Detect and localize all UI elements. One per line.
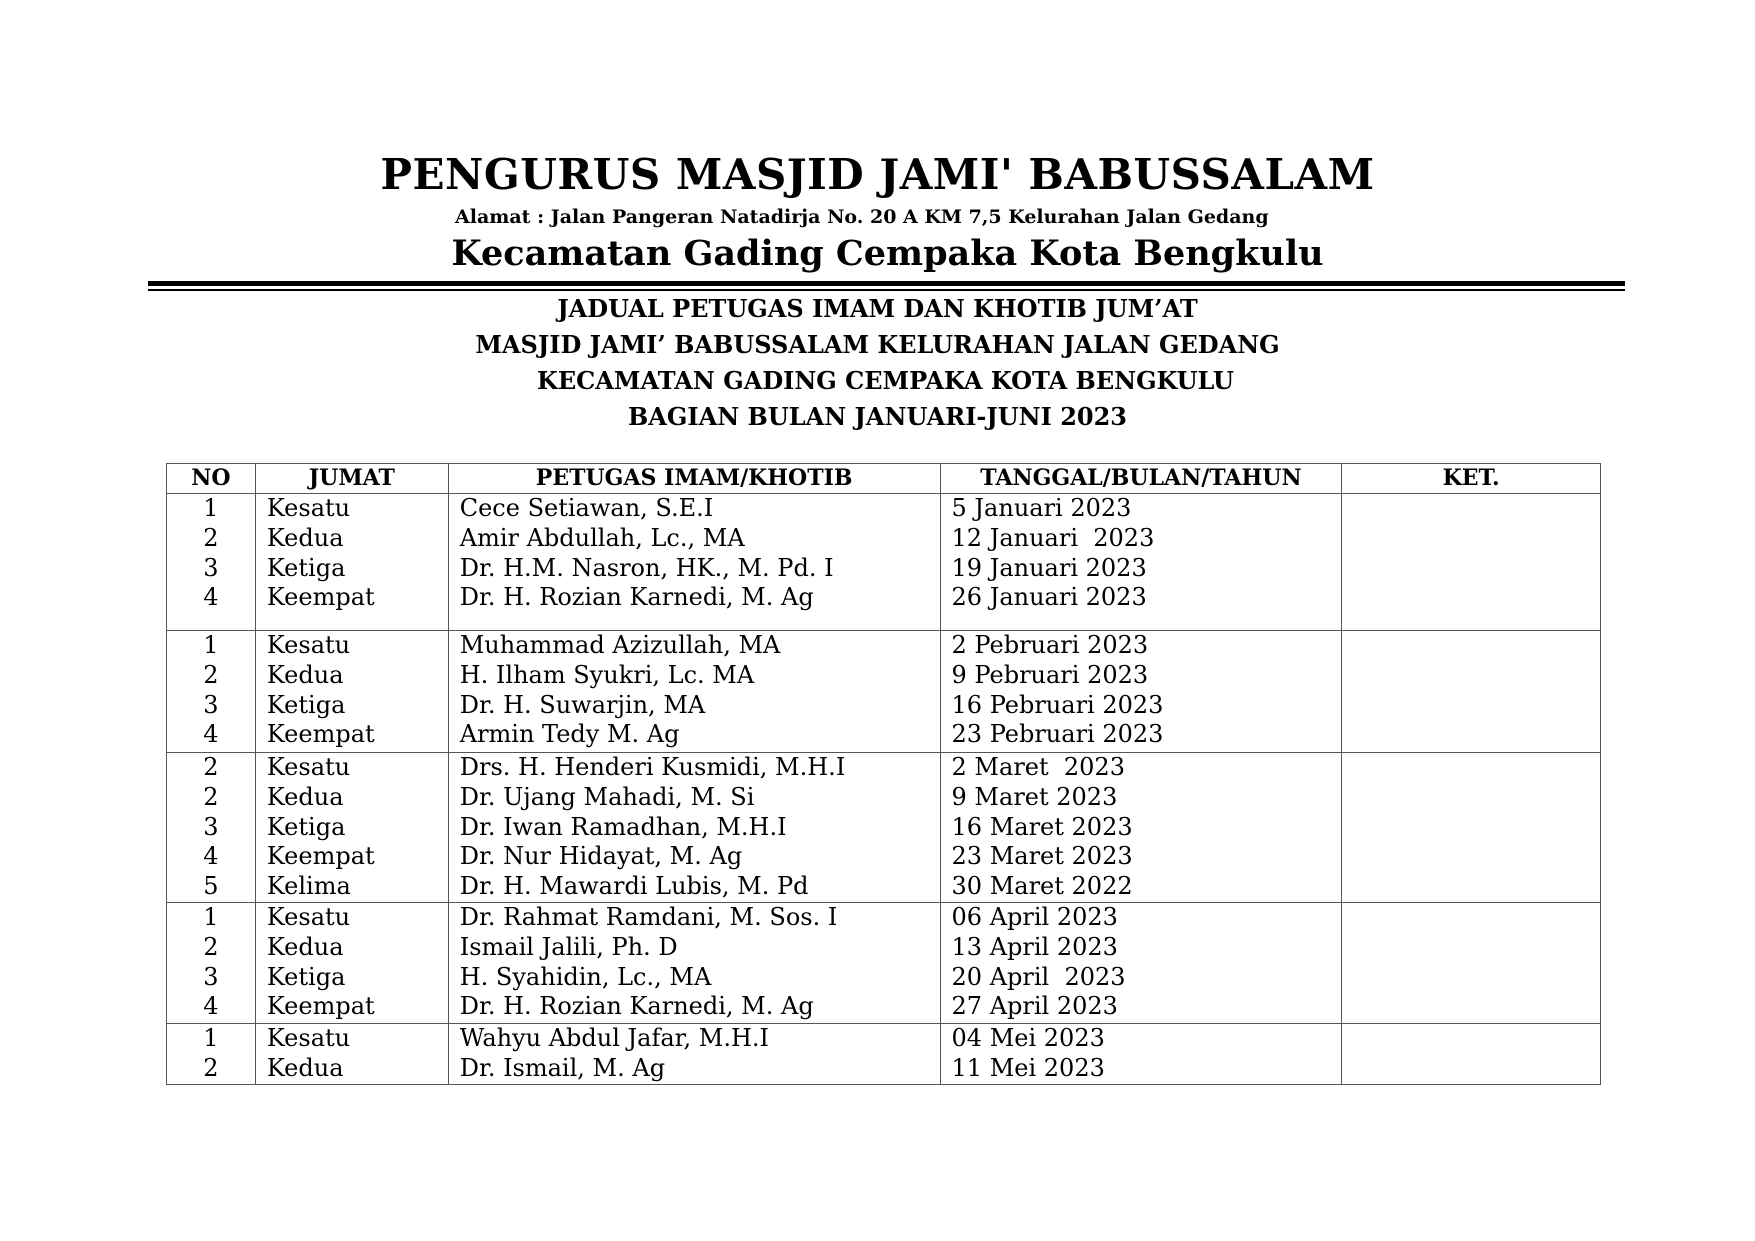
cell-jumat-line: Kedua bbox=[266, 1053, 344, 1082]
table-month-group bbox=[167, 494, 1601, 631]
column-header-tanggal: TANGGAL/BULAN/TAHUN bbox=[940, 464, 1342, 494]
cell-petugas-line: H. Syahidin, Lc., MA bbox=[459, 962, 712, 991]
cell-petugas-line: Cece Setiawan, S.E.I bbox=[459, 494, 714, 522]
cell-petugas bbox=[448, 753, 940, 903]
cell-petugas-line: Dr. Ujang Mahadi, M. Si bbox=[459, 782, 755, 811]
cell-tanggal-line: 16 Maret 2023 bbox=[951, 812, 1133, 841]
heading-line-1: JADUAL PETUGAS IMAM DAN KHOTIB JUM’AT bbox=[557, 294, 1198, 323]
cell-no-line: 2 bbox=[203, 660, 219, 689]
cell-no-line: 3 bbox=[203, 553, 219, 582]
table-month-group bbox=[167, 631, 1601, 753]
cell-tanggal-line: 27 April 2023 bbox=[951, 992, 1118, 1021]
cell-tanggal-line: 20 April 2023 bbox=[951, 962, 1126, 991]
cell-no-line: 4 bbox=[203, 583, 219, 612]
heading-line-2: MASJID JAMI’ BABUSSALAM KELURAHAN JALAN GEDANG bbox=[475, 330, 1280, 359]
heading-line-4: BAGIAN BULAN JANUARI-JUNI 2023 bbox=[627, 402, 1127, 431]
schedule-table bbox=[166, 463, 1601, 1085]
cell-tanggal-line: 19 Januari 2023 bbox=[951, 553, 1147, 582]
cell-jumat-line: Keempat bbox=[266, 842, 375, 871]
cell-ket bbox=[1342, 903, 1601, 1024]
cell-no-line: 1 bbox=[203, 1024, 219, 1052]
cell-tanggal-line: 9 Pebruari 2023 bbox=[951, 660, 1149, 689]
cell-tanggal bbox=[940, 903, 1342, 1024]
cell-tanggal-line: 2 Maret 2023 bbox=[951, 753, 1125, 781]
cell-jumat-line: Kedua bbox=[266, 932, 344, 961]
cell-ket bbox=[1342, 631, 1601, 753]
cell-no bbox=[167, 753, 256, 903]
cell-no-line: 3 bbox=[203, 962, 219, 991]
cell-petugas bbox=[448, 1024, 940, 1085]
cell-tanggal bbox=[940, 631, 1342, 753]
cell-petugas-line: Dr. H. Suwarjin, MA bbox=[459, 690, 706, 719]
cell-no-line: 1 bbox=[203, 903, 219, 931]
cell-petugas-line: H. Ilham Syukri, Lc. MA bbox=[459, 660, 755, 689]
schedule-heading bbox=[0, 291, 1755, 435]
address-line: Alamat : Jalan Pangeran Natadirja No. 20 A KM 7,5 Kelurahan Jalan Gedang bbox=[455, 206, 1269, 228]
cell-jumat-line: Kedua bbox=[266, 523, 344, 552]
cell-tanggal bbox=[940, 753, 1342, 903]
cell-jumat bbox=[255, 494, 448, 631]
cell-tanggal-line: 30 Maret 2022 bbox=[951, 872, 1133, 901]
cell-no-line: 3 bbox=[203, 690, 219, 719]
cell-tanggal-line: 23 Maret 2023 bbox=[951, 842, 1133, 871]
cell-petugas-line: Dr. Nur Hidayat, M. Ag bbox=[459, 842, 743, 871]
cell-petugas-line: Dr. H. Mawardi Lubis, M. Pd bbox=[459, 872, 809, 901]
cell-tanggal-line: 06 April 2023 bbox=[951, 903, 1118, 931]
cell-no-line: 4 bbox=[203, 842, 219, 871]
cell-tanggal-line: 12 Januari 2023 bbox=[951, 523, 1155, 552]
district-line: Kecamatan Gading Cempaka Kota Bengkulu bbox=[451, 233, 1324, 274]
cell-tanggal bbox=[940, 1024, 1342, 1085]
cell-tanggal-line: 11 Mei 2023 bbox=[951, 1053, 1105, 1082]
cell-jumat-line: Ketiga bbox=[266, 553, 346, 582]
cell-tanggal-line: 13 April 2023 bbox=[951, 932, 1118, 961]
cell-no-line: 2 bbox=[203, 523, 219, 552]
cell-jumat-line: Kesatu bbox=[266, 631, 351, 659]
cell-jumat bbox=[255, 903, 448, 1024]
cell-petugas-line: Wahyu Abdul Jafar, M.H.I bbox=[459, 1024, 770, 1052]
cell-petugas bbox=[448, 494, 940, 631]
schedule-body bbox=[167, 494, 1601, 1085]
cell-petugas-line: Amir Abdullah, Lc., MA bbox=[459, 523, 745, 552]
table-month-group bbox=[167, 753, 1601, 903]
cell-petugas-line: Ismail Jalili, Ph. D bbox=[459, 932, 678, 961]
cell-petugas-line: Dr. Ismail, M. Ag bbox=[459, 1053, 666, 1082]
cell-petugas-line: Armin Tedy M. Ag bbox=[459, 720, 680, 749]
cell-no bbox=[167, 494, 256, 631]
cell-tanggal-line: 16 Pebruari 2023 bbox=[951, 690, 1164, 719]
column-header-ket: KET. bbox=[1342, 464, 1601, 494]
cell-no-line: 4 bbox=[203, 720, 219, 749]
cell-no-line: 1 bbox=[203, 631, 219, 659]
cell-petugas bbox=[448, 903, 940, 1024]
heading-line-3: KECAMATAN GADING CEMPAKA KOTA BENGKULU bbox=[537, 366, 1234, 395]
cell-jumat-line: Kesatu bbox=[266, 1024, 351, 1052]
cell-petugas-line: Dr. Rahmat Ramdani, M. Sos. I bbox=[459, 903, 838, 931]
table-header-row bbox=[167, 464, 1601, 494]
cell-no bbox=[167, 631, 256, 753]
cell-no-line: 4 bbox=[203, 992, 219, 1021]
cell-petugas-line: Dr. H.M. Nasron, HK., M. Pd. I bbox=[459, 553, 834, 582]
cell-no-line: 5 bbox=[203, 872, 219, 901]
cell-jumat-line: Kelima bbox=[266, 872, 351, 901]
cell-tanggal-line: 2 Pebruari 2023 bbox=[951, 631, 1149, 659]
cell-jumat bbox=[255, 753, 448, 903]
cell-jumat-line: Kesatu bbox=[266, 494, 351, 522]
cell-tanggal-line: 23 Pebruari 2023 bbox=[951, 720, 1164, 749]
cell-jumat-line: Kesatu bbox=[266, 903, 351, 931]
cell-petugas bbox=[448, 631, 940, 753]
cell-no-line: 2 bbox=[203, 753, 219, 781]
cell-no-line: 2 bbox=[203, 932, 219, 961]
cell-tanggal-line: 04 Mei 2023 bbox=[951, 1024, 1105, 1052]
cell-jumat bbox=[255, 631, 448, 753]
cell-no bbox=[167, 1024, 256, 1085]
cell-petugas-line: Dr. H. Rozian Karnedi, M. Ag bbox=[459, 583, 814, 612]
column-header-petugas: PETUGAS IMAM/KHOTIB bbox=[448, 464, 940, 494]
table-month-group bbox=[167, 903, 1601, 1024]
column-header-jumat: JUMAT bbox=[255, 464, 448, 494]
column-header-no: NO bbox=[167, 464, 256, 494]
cell-petugas-line: Dr. Iwan Ramadhan, M.H.I bbox=[459, 812, 787, 841]
cell-tanggal-line: 5 Januari 2023 bbox=[951, 494, 1132, 522]
cell-no-line: 2 bbox=[203, 782, 219, 811]
cell-tanggal-line: 9 Maret 2023 bbox=[951, 782, 1118, 811]
cell-jumat-line: Keempat bbox=[266, 992, 375, 1021]
organization-title: PENGURUS MASJID JAMI' BABUSSALAM bbox=[380, 150, 1375, 199]
cell-jumat bbox=[255, 1024, 448, 1085]
cell-ket bbox=[1342, 494, 1601, 631]
cell-tanggal-line: 26 Januari 2023 bbox=[951, 583, 1147, 612]
letterhead-rule-thick bbox=[148, 281, 1625, 286]
cell-tanggal bbox=[940, 494, 1342, 631]
cell-petugas-line: Drs. H. Henderi Kusmidi, M.H.I bbox=[459, 753, 846, 781]
cell-jumat-line: Keempat bbox=[266, 720, 375, 749]
cell-ket bbox=[1342, 1024, 1601, 1085]
cell-petugas-line: Muhammad Azizullah, MA bbox=[459, 631, 781, 659]
cell-jumat-line: Ketiga bbox=[266, 812, 346, 841]
table-month-group bbox=[167, 1024, 1601, 1085]
cell-jumat-line: Keempat bbox=[266, 583, 375, 612]
cell-jumat-line: Ketiga bbox=[266, 962, 346, 991]
cell-no-line: 1 bbox=[203, 494, 219, 522]
cell-ket bbox=[1342, 753, 1601, 903]
cell-petugas-line: Dr. H. Rozian Karnedi, M. Ag bbox=[459, 992, 814, 1021]
cell-jumat-line: Kesatu bbox=[266, 753, 351, 781]
cell-jumat-line: Kedua bbox=[266, 782, 344, 811]
cell-no-line: 2 bbox=[203, 1053, 219, 1082]
cell-jumat-line: Ketiga bbox=[266, 690, 346, 719]
cell-jumat-line: Kedua bbox=[266, 660, 344, 689]
cell-no-line: 3 bbox=[203, 812, 219, 841]
cell-no bbox=[167, 903, 256, 1024]
